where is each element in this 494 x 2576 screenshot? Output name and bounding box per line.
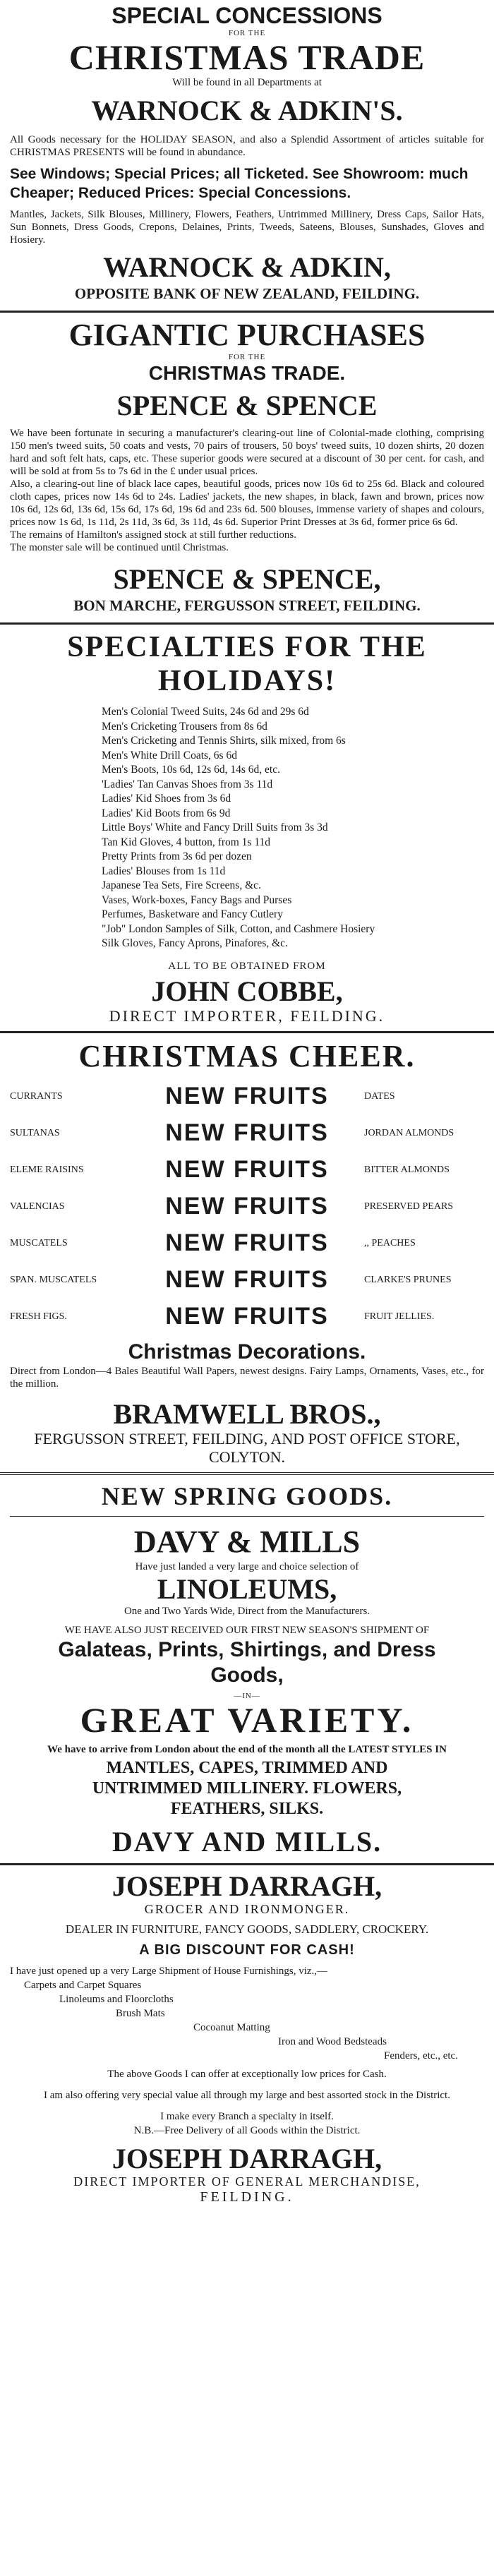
fruit-label: NEW FRUITS xyxy=(165,1156,329,1183)
spence-headline: GIGANTIC PURCHASES xyxy=(68,318,426,352)
davy-styles: MANTLES, CAPES, TRIMMED AND UNTRIMMED MILLINERY. FLOWERS, FEATHERS, SILKS. xyxy=(92,1758,402,1818)
list-item: Fenders, etc., etc. xyxy=(384,2050,458,2062)
list-item: Carpets and Carpet Squares xyxy=(24,1979,142,1991)
cobbe-item-list xyxy=(10,705,484,951)
fruit-left: MUSCATELS xyxy=(10,1237,68,1248)
darragh-dealer: DEALER IN FURNITURE, FANCY GOODS, SADDLERY, CROCKERY. xyxy=(65,1922,429,1936)
list-item: Pretty Prints from 3s 6d per dozen xyxy=(102,850,252,862)
list-item: Vases, Work-boxes, Fancy Bags and Purses xyxy=(102,893,292,906)
darragh-name: JOSEPH DARRAGH, xyxy=(112,1870,382,1902)
spence-footer-name: SPENCE & SPENCE, xyxy=(113,563,381,595)
divider xyxy=(10,1516,484,1517)
list-item: Perfumes, Basketware and Fancy Cutlery xyxy=(102,908,283,920)
list-item: Ladies' Kid Shoes from 3s 6d xyxy=(102,793,231,805)
davy-galateas: Galateas, Prints, Shirtings, and Dress Goods, xyxy=(58,1637,436,1687)
fruit-right: ,, PEACHES xyxy=(364,1237,416,1248)
list-item: Little Boys' White and Fancy Drill Suits from 3s 3d xyxy=(102,821,328,833)
list-item: Iron and Wood Bedsteads xyxy=(278,2035,387,2047)
darragh-cash: The above Goods I can offer at exceptionally low prices for Cash. xyxy=(107,2068,387,2080)
list-item: Men's White Drill Coats, 6s 6d xyxy=(102,749,237,762)
warnock-title: CHRISTMAS TRADE xyxy=(68,37,426,77)
fruit-right: JORDAN ALMONDS xyxy=(364,1127,454,1138)
bramwell-headline: CHRISTMAS CHEER. xyxy=(78,1038,416,1073)
warnock-concessions: See Windows; Special Prices; all Ticketed. See Showroom: much Cheaper; Reduced Prices: Special Concessions. xyxy=(10,166,469,201)
darragh-shipment: I have just opened up a very Large Shipment of House Furnishings, viz.,— xyxy=(10,1965,328,1977)
fruit-label: NEW FRUITS xyxy=(165,1303,329,1330)
fruit-label: NEW FRUITS xyxy=(165,1193,329,1220)
warnock-items: Mantles, Jackets, Silk Blouses, Millinery, Flowers, Feathers, Untrimmed Millinery, Dress Caps, Sailor Hats, Sun Bonnets, Dress Goods, Crepons, Delaines, Prints, Tweeds, Sateens, Blouses, Sunshades, Gloves and Hosiery. xyxy=(10,209,484,246)
cobbe-subtitle: DIRECT IMPORTER, FEILDING. xyxy=(109,1006,385,1025)
list-item: Brush Mats xyxy=(116,2007,165,2019)
list-item: "Job" London Samples of Silk, Cotton, and Cashmere Hosiery xyxy=(102,922,375,935)
divider xyxy=(0,311,494,313)
darragh-trade: GROCER AND IRONMONGER. xyxy=(144,1901,350,1916)
darragh-item-list xyxy=(10,1978,484,2063)
spence-body-1: We have been fortunate in securing a manufacturer's clearing-out line of Colonial-made clothing, comprising 150 men's tweed suits, 50 coats and vests, 70 pairs of trousers, 50 boys' tweed suits, 10 dozen shirts, 20 dozen hard and soft felt hats, caps, etc. These superior goods were secured at a discount of 30 per cent. for cash, and will be sold at from 5s to 7s 6d in the £ under usual prices. xyxy=(10,428,484,477)
fruit-label: NEW FRUITS xyxy=(165,1119,329,1146)
fruit-right: PRESERVED PEARS xyxy=(364,1200,454,1212)
fruit-row xyxy=(10,1115,484,1152)
spence-body-2: Also, a clearing-out line of black lace capes, beautiful goods, prices now 10s 6d to 25s 6d. Black and coloured cloth capes, prices now 14s 6d to 24s. Ladies' jackets, the new shapes, in black, fawn and brown, prices now 10s 6d, 12s 6d, 13s 6d, 15s 6d, 17s 6d, 19s 6d and 23s 6d. 500 blouses, immense variety of shapes and colours, prices now 1s 6d, 1s 11d, 2s 11d, 3s 6d, 3s 11d, 4s 6d. Superior Print Dresses at 3s 6d, former price 6s 6d. xyxy=(10,479,484,528)
spence-body-4: The monster sale will be continued until Christmas. xyxy=(10,542,229,553)
davy-in: —IN— xyxy=(234,1691,260,1700)
list-item: Tan Kid Gloves, 4 button, from 1s 11d xyxy=(102,836,271,848)
divider xyxy=(0,622,494,625)
list-item: Cocoanut Matting xyxy=(193,2021,270,2033)
cobbe-advert xyxy=(0,630,494,1025)
divider xyxy=(0,1031,494,1033)
bramwell-body: Direct from London—4 Bales Beautiful Wall Papers, newest designs. Fairy Lamps, Ornaments, Vases, etc., for the million. xyxy=(10,1365,484,1390)
fruit-left: CURRANTS xyxy=(10,1090,63,1102)
fruit-row xyxy=(10,1262,484,1299)
cobbe-name: JOHN COBBE, xyxy=(151,975,343,1007)
divider xyxy=(0,1472,494,1475)
fruit-row xyxy=(10,1078,484,1115)
list-item: Japanese Tea Sets, Fire Screens, &c. xyxy=(102,879,261,891)
list-item: 'Ladies' Tan Canvas Shoes from 3s 11d xyxy=(102,778,273,790)
spence-address: BON MARCHE, FERGUSSON STREET, FEILDING. xyxy=(73,597,421,614)
fruit-row xyxy=(10,1225,484,1262)
davy-advert xyxy=(0,1481,494,1858)
cobbe-obtained: ALL TO BE OBTAINED FROM xyxy=(168,960,326,972)
warnock-address: OPPOSITE BANK OF NEW ZEALAND, FEILDING. xyxy=(74,285,420,302)
cobbe-headline: SPECIALTIES FOR THE HOLIDAYS! xyxy=(67,631,427,697)
list-item: Ladies' Blouses from 1s 11d xyxy=(102,865,226,877)
davy-name: DAVY & MILLS xyxy=(133,1524,361,1559)
fruit-left: ELEME RAISINS xyxy=(10,1164,84,1175)
spence-name: SPENCE & SPENCE xyxy=(116,390,378,421)
darragh-delivery: N.B.—Free Delivery of all Goods within the District. xyxy=(133,2124,361,2136)
darragh-branch: I make every Branch a specialty in itself. xyxy=(160,2110,334,2122)
spence-body-3: The remains of Hamilton's assigned stock at still further reductions. xyxy=(10,529,296,541)
davy-linoleums: LINOLEUMS, xyxy=(157,1572,337,1605)
fruit-label: NEW FRUITS xyxy=(165,1083,329,1109)
davy-footer: DAVY AND MILLS. xyxy=(112,1825,382,1858)
fruit-table xyxy=(10,1078,484,1335)
fruit-left: SPAN. MUSCATELS xyxy=(10,1274,97,1285)
fruit-left: SULTANAS xyxy=(10,1127,60,1138)
spence-for-the: FOR THE xyxy=(228,353,266,361)
darragh-footer-sub: DIRECT IMPORTER OF GENERAL MERCHANDISE, xyxy=(73,2174,421,2189)
fruit-row xyxy=(10,1188,484,1225)
bramwell-name: BRAMWELL BROS., xyxy=(113,1397,381,1430)
list-item: Men's Cricketing Trousers from 8s 6d xyxy=(102,720,267,733)
warnock-name: WARNOCK & ADKIN'S. xyxy=(91,95,403,126)
warnock-for-the: FOR THE xyxy=(228,29,266,37)
fruit-label: NEW FRUITS xyxy=(165,1266,329,1293)
davy-landed: Have just landed a very large and choice selection of xyxy=(135,1560,359,1572)
bramwell-decorations: Christmas Decorations. xyxy=(128,1340,366,1364)
fruit-left: FRESH FIGS. xyxy=(10,1311,67,1322)
davy-arrive: We have to arrive from London about the end of the month all the LATEST STYLES IN xyxy=(47,1743,447,1755)
fruit-right: FRUIT JELLIES. xyxy=(364,1311,435,1322)
divider xyxy=(0,1863,494,1865)
darragh-special: I am also offering very special value all through my large and best assorted stock in the District. xyxy=(44,2089,450,2101)
fruit-right: CLARKE'S PRUNES xyxy=(364,1274,452,1285)
davy-received: WE HAVE ALSO JUST RECEIVED OUR FIRST NEW SEASON'S SHIPMENT OF xyxy=(64,1624,430,1636)
list-item: Ladies' Kid Boots from 6s 9d xyxy=(102,807,231,819)
bramwell-advert xyxy=(0,1039,494,1467)
spence-subtitle: CHRISTMAS TRADE. xyxy=(148,362,346,384)
list-item: Men's Boots, 10s 6d, 12s 6d, 14s 6d, etc. xyxy=(102,764,280,776)
davy-top-headline: NEW SPRING GOODS. xyxy=(101,1481,393,1510)
davy-widths: One and Two Yards Wide, Direct from the Manufacturers. xyxy=(124,1605,370,1617)
darragh-discount: A BIG DISCOUNT FOR CASH! xyxy=(139,1942,355,1958)
darragh-footer-town: FEILDING. xyxy=(200,2189,294,2205)
fruit-left: VALENCIAS xyxy=(10,1200,65,1212)
warnock-advert xyxy=(0,0,494,305)
fruit-right: DATES xyxy=(364,1090,395,1102)
warnock-found: Will be found in all Departments at xyxy=(172,77,322,88)
warnock-footer-name: WARNOCK & ADKIN, xyxy=(103,251,391,283)
darragh-advert xyxy=(0,1871,494,2205)
list-item: Linoleums and Floorcloths xyxy=(59,1993,174,2005)
fruit-label: NEW FRUITS xyxy=(165,1229,329,1256)
list-item: Silk Gloves, Fancy Aprons, Pinafores, &c. xyxy=(102,937,288,949)
fruit-row xyxy=(10,1152,484,1188)
warnock-headline: SPECIAL CONCESSIONS xyxy=(112,3,382,28)
darragh-footer-name: JOSEPH DARRAGH, xyxy=(112,2142,382,2174)
warnock-body: All Goods necessary for the HOLIDAY SEASON, and also a Splendid Assortment of articles suitable for CHRISTMAS PRESENTS will be found in abundance. xyxy=(10,134,484,158)
fruit-row xyxy=(10,1299,484,1335)
list-item: Men's Cricketing and Tennis Shirts, silk mixed, from 6s xyxy=(102,735,346,747)
bramwell-address: FERGUSSON STREET, FEILDING, AND POST OFFICE STORE, COLYTON. xyxy=(34,1429,460,1466)
spence-advert xyxy=(0,318,494,617)
list-item: Men's Colonial Tweed Suits, 24s 6d and 29s 6d xyxy=(102,706,309,718)
davy-variety: GREAT VARIETY. xyxy=(80,1699,414,1740)
fruit-right: BITTER ALMONDS xyxy=(364,1164,450,1175)
